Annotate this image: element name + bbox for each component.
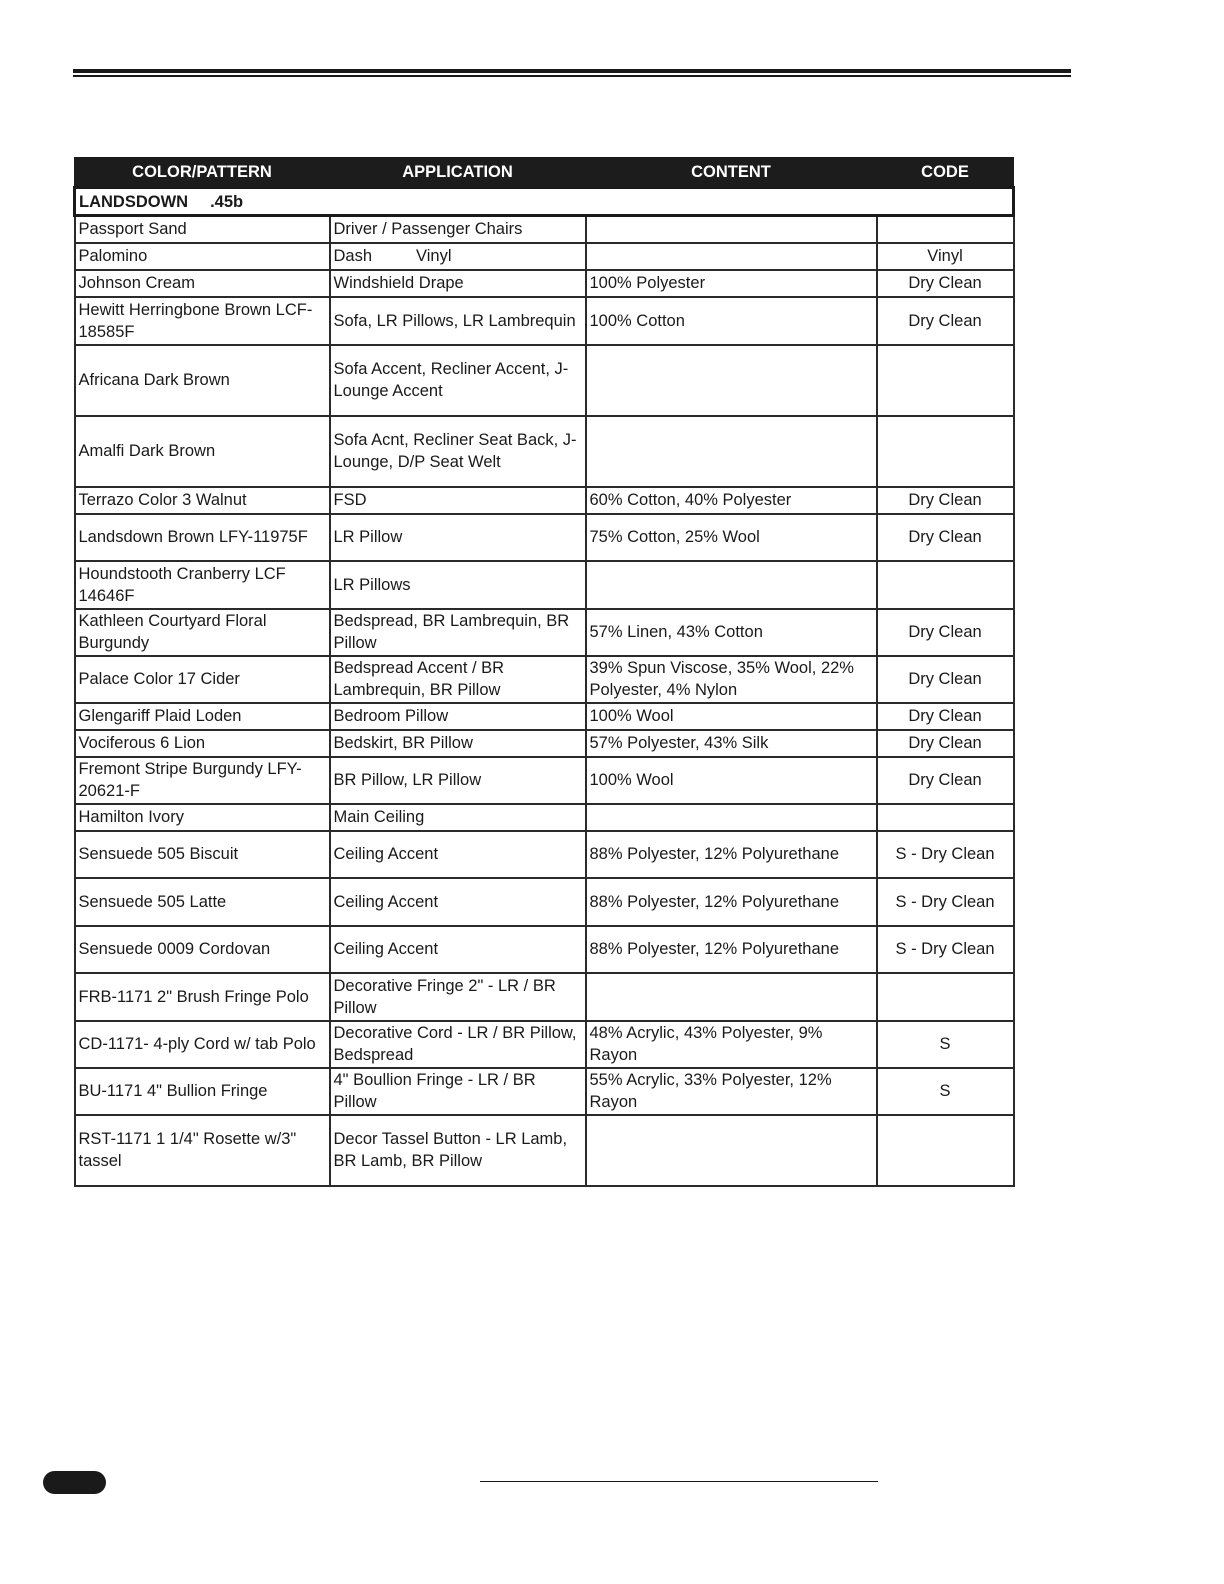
code-cell xyxy=(877,345,1014,416)
content-cell: 75% Cotton, 25% Wool xyxy=(586,514,877,561)
code-cell: Dry Clean xyxy=(877,270,1014,297)
application-cell: Sofa, LR Pillows, LR Lambrequin xyxy=(330,297,586,345)
code-cell: S - Dry Clean xyxy=(877,926,1014,973)
table-row xyxy=(75,1115,1014,1186)
content-cell: 55% Acrylic, 33% Polyester, 12% Rayon xyxy=(586,1068,877,1115)
table-row xyxy=(75,973,1014,1021)
footer-rule xyxy=(480,1481,878,1482)
content-cell xyxy=(586,1115,877,1186)
content-cell: 39% Spun Viscose, 35% Wool, 22% Polyester, 4% Nylon xyxy=(586,656,877,703)
header-application: APPLICATION xyxy=(330,158,586,188)
table-row xyxy=(75,609,1014,656)
code-cell: Dry Clean xyxy=(877,730,1014,757)
color-cell: Palace Color 17 Cider xyxy=(75,656,330,703)
table-row xyxy=(75,703,1014,730)
table-row xyxy=(75,270,1014,297)
application-cell: 4" Boullion Fringe - LR / BR Pillow xyxy=(330,1068,586,1115)
application-cell: Windshield Drape xyxy=(330,270,586,297)
code-cell: Dry Clean xyxy=(877,297,1014,345)
code-cell: Dry Clean xyxy=(877,609,1014,656)
application-cell: Sofa Accent, Recliner Accent, J-Lounge Accent xyxy=(330,345,586,416)
code-cell xyxy=(877,216,1014,243)
table-row xyxy=(75,757,1014,804)
code-cell xyxy=(877,1115,1014,1186)
color-cell: Kathleen Courtyard Floral Burgundy xyxy=(75,609,330,656)
section-label xyxy=(75,188,1014,216)
table-row xyxy=(75,831,1014,878)
code-cell xyxy=(877,561,1014,609)
color-cell: Hamilton Ivory xyxy=(75,804,330,831)
table-row xyxy=(75,487,1014,514)
application-text: Dash xyxy=(333,247,373,265)
color-cell: Landsdown Brown LFY-11975F xyxy=(75,514,330,561)
content-cell xyxy=(586,561,877,609)
content-cell: 88% Polyester, 12% Polyurethane xyxy=(586,926,877,973)
color-cell: Fremont Stripe Burgundy LFY-20621-F xyxy=(75,757,330,804)
color-cell: Terrazo Color 3 Walnut xyxy=(75,487,330,514)
application-cell: Bedspread, BR Lambrequin, BR Pillow xyxy=(330,609,586,656)
content-cell: 57% Polyester, 43% Silk xyxy=(586,730,877,757)
color-cell: RST-1171 1 1/4" Rosette w/3" tassel xyxy=(75,1115,330,1186)
content-cell: 100% Polyester xyxy=(586,270,877,297)
header-content: CONTENT xyxy=(586,158,877,188)
table-row xyxy=(75,561,1014,609)
header-rule-thin xyxy=(73,75,1071,77)
color-cell: Amalfi Dark Brown xyxy=(75,416,330,487)
content-cell xyxy=(586,243,877,270)
application-cell: Bedspread Accent / BR Lambrequin, BR Pillow xyxy=(330,656,586,703)
table-row xyxy=(75,216,1014,243)
table-row xyxy=(75,345,1014,416)
application-cell: Decorative Cord - LR / BR Pillow, Bedspread xyxy=(330,1021,586,1068)
table-row xyxy=(75,1021,1014,1068)
content-cell: 60% Cotton, 40% Polyester xyxy=(586,487,877,514)
code-cell: Dry Clean xyxy=(877,757,1014,804)
table-row xyxy=(75,730,1014,757)
table-row xyxy=(75,804,1014,831)
code-cell: S xyxy=(877,1021,1014,1068)
application-cell: Bedskirt, BR Pillow xyxy=(330,730,586,757)
content-cell: 88% Polyester, 12% Polyurethane xyxy=(586,878,877,926)
table-row xyxy=(75,297,1014,345)
application-cell: Ceiling Accent xyxy=(330,878,586,926)
color-cell: Johnson Cream xyxy=(75,270,330,297)
table-row xyxy=(75,878,1014,926)
content-cell xyxy=(586,345,877,416)
table-row xyxy=(75,926,1014,973)
color-cell: Sensuede 505 Latte xyxy=(75,878,330,926)
code-cell: Dry Clean xyxy=(877,487,1014,514)
code-cell: Vinyl xyxy=(877,243,1014,270)
application-cell xyxy=(330,243,586,270)
table-row xyxy=(75,514,1014,561)
application-cell: Bedroom Pillow xyxy=(330,703,586,730)
table-row xyxy=(75,243,1014,270)
header-color-pattern: COLOR/PATTERN xyxy=(75,158,330,188)
content-cell: 88% Polyester, 12% Polyurethane xyxy=(586,831,877,878)
code-cell xyxy=(877,804,1014,831)
table-row xyxy=(75,1068,1014,1115)
code-cell: Dry Clean xyxy=(877,656,1014,703)
application-cell: Decor Tassel Button - LR Lamb, BR Lamb, BR Pillow xyxy=(330,1115,586,1186)
content-cell: 48% Acrylic, 43% Polyester, 9% Rayon xyxy=(586,1021,877,1068)
color-cell: Palomino xyxy=(75,243,330,270)
content-cell: 100% Wool xyxy=(586,757,877,804)
color-cell: Passport Sand xyxy=(75,216,330,243)
application-cell: Ceiling Accent xyxy=(330,831,586,878)
color-cell: CD-1171- 4-ply Cord w/ tab Polo xyxy=(75,1021,330,1068)
table-header-row xyxy=(75,158,1014,188)
application-cell: Ceiling Accent xyxy=(330,926,586,973)
content-cell xyxy=(586,416,877,487)
application-cell: Main Ceiling xyxy=(330,804,586,831)
application-cell: Decorative Fringe 2" - LR / BR Pillow xyxy=(330,973,586,1021)
color-cell: BU-1171 4" Bullion Fringe xyxy=(75,1068,330,1115)
application-cell: LR Pillows xyxy=(330,561,586,609)
content-cell xyxy=(586,973,877,1021)
code-cell: Dry Clean xyxy=(877,703,1014,730)
color-cell: Houndstooth Cranberry LCF 14646F xyxy=(75,561,330,609)
section-row xyxy=(75,188,1014,216)
header-rule-thick xyxy=(73,69,1071,73)
fabric-table xyxy=(73,157,1015,1187)
table-row xyxy=(75,656,1014,703)
application-cell: BR Pillow, LR Pillow xyxy=(330,757,586,804)
color-cell: Sensuede 505 Biscuit xyxy=(75,831,330,878)
color-cell: Vociferous 6 Lion xyxy=(75,730,330,757)
color-cell: Africana Dark Brown xyxy=(75,345,330,416)
code-cell: S - Dry Clean xyxy=(877,831,1014,878)
content-cell xyxy=(586,804,877,831)
application-cell: Driver / Passenger Chairs xyxy=(330,216,586,243)
color-cell: Glengariff Plaid Loden xyxy=(75,703,330,730)
code-cell: S xyxy=(877,1068,1014,1115)
header-code: CODE xyxy=(877,158,1014,188)
code-cell: S - Dry Clean xyxy=(877,878,1014,926)
application-cell: LR Pillow xyxy=(330,514,586,561)
color-cell: FRB-1171 2" Brush Fringe Polo xyxy=(75,973,330,1021)
color-cell: Sensuede 0009 Cordovan xyxy=(75,926,330,973)
code-cell xyxy=(877,973,1014,1021)
code-cell: Dry Clean xyxy=(877,514,1014,561)
content-cell: 100% Wool xyxy=(586,703,877,730)
section-name: LANDSDOWN xyxy=(79,192,189,211)
section-suffix: .45b xyxy=(210,192,244,211)
table-row xyxy=(75,416,1014,487)
application-cell: FSD xyxy=(330,487,586,514)
content-cell: 57% Linen, 43% Cotton xyxy=(586,609,877,656)
page-number-tab xyxy=(43,1471,106,1494)
color-cell: Hewitt Herringbone Brown LCF-18585F xyxy=(75,297,330,345)
application-note: Vinyl xyxy=(416,247,452,265)
content-cell: 100% Cotton xyxy=(586,297,877,345)
content-cell xyxy=(586,216,877,243)
code-cell xyxy=(877,416,1014,487)
application-cell: Sofa Acnt, Recliner Seat Back, J-Lounge, D/P Seat Welt xyxy=(330,416,586,487)
